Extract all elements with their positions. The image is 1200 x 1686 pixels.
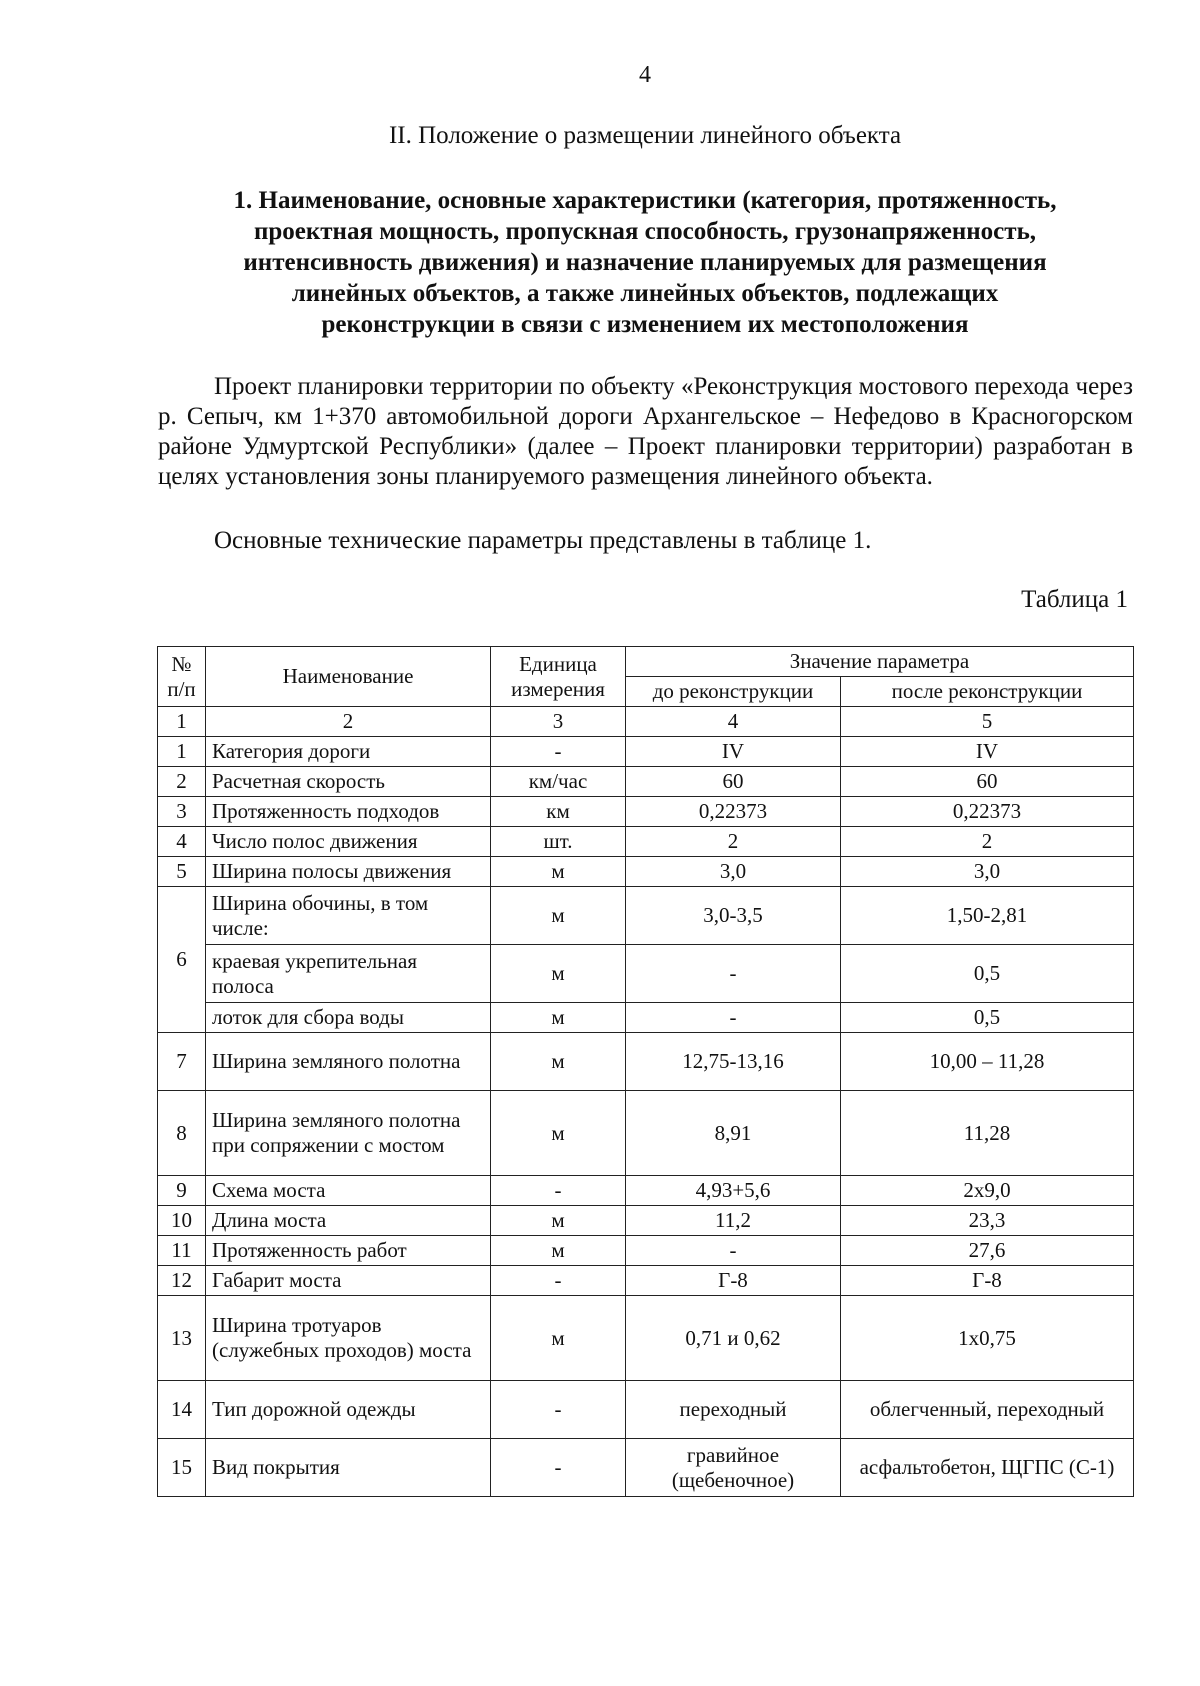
body-paragraph: Проект планировки территории по объекту «Реконструкция мостового перехода через р. Сепыч, км 1+370 автомобильной дороги Архангельское – Нефедово в Красногорском районе Удмуртской Республики» (далее – Проект планировки территории) разработан в целях установления зоны планируемого размещения линейного объекта. bbox=[158, 373, 1133, 490]
parameters-table bbox=[157, 646, 1134, 1497]
row-unit: шт. bbox=[491, 827, 626, 857]
row-name: Тип дорожной одежды bbox=[206, 1381, 491, 1439]
row-num: 3 bbox=[158, 797, 206, 827]
subheading-line: линейных объектов, а также линейных объектов, подлежащих bbox=[291, 280, 999, 307]
header-after: после реконструкции bbox=[841, 677, 1134, 707]
row-after: 27,6 bbox=[841, 1236, 1134, 1266]
row-unit: км bbox=[491, 797, 626, 827]
row-before: - bbox=[626, 1236, 841, 1266]
row-after: Г-8 bbox=[841, 1266, 1134, 1296]
table-row bbox=[158, 1236, 1134, 1266]
row-unit: м bbox=[491, 857, 626, 887]
section-title: II. Положение о размещении линейного объекта bbox=[388, 122, 902, 149]
row-after: 0,22373 bbox=[841, 797, 1134, 827]
table-row bbox=[158, 1033, 1134, 1091]
row-num: 14 bbox=[158, 1381, 206, 1439]
row-name: Ширина земляного полотна bbox=[206, 1033, 491, 1091]
header-before: до реконструкции bbox=[626, 677, 841, 707]
row-name: Протяженность работ bbox=[206, 1236, 491, 1266]
column-number: 2 bbox=[206, 707, 491, 737]
subheading-line: 1. Наименование, основные характеристики (категория, протяженность, bbox=[233, 187, 1057, 214]
subheading-line: интенсивность движения) и назначение планируемых для размещения bbox=[243, 249, 1047, 276]
table-caption: Таблица 1 bbox=[1021, 586, 1128, 613]
row-before: 3,0-3,5 bbox=[626, 887, 841, 945]
row-name: Ширина обочины, в том числе: bbox=[206, 887, 491, 945]
row-num: 5 bbox=[158, 857, 206, 887]
row-after: 3,0 bbox=[841, 857, 1134, 887]
row-name: Ширина полосы движения bbox=[206, 857, 491, 887]
subheading bbox=[150, 185, 1140, 340]
row-num: 4 bbox=[158, 827, 206, 857]
row-before: 8,91 bbox=[626, 1091, 841, 1176]
row-before: Г-8 bbox=[626, 1266, 841, 1296]
row-after: 23,3 bbox=[841, 1206, 1134, 1236]
row-unit: - bbox=[491, 1381, 626, 1439]
row-num: 7 bbox=[158, 1033, 206, 1091]
table-row bbox=[158, 827, 1134, 857]
row-unit: м bbox=[491, 1206, 626, 1236]
header-name: Наименование bbox=[206, 647, 491, 707]
header-unit: Единица измерения bbox=[491, 647, 626, 707]
column-number: 4 bbox=[626, 707, 841, 737]
row-before: 3,0 bbox=[626, 857, 841, 887]
column-number: 1 bbox=[158, 707, 206, 737]
row-unit: - bbox=[491, 737, 626, 767]
row-before: - bbox=[626, 1003, 841, 1033]
row-before: 2 bbox=[626, 827, 841, 857]
header-value-group: Значение параметра bbox=[626, 647, 1134, 677]
row-after: асфальтобетон, ЩГПС (С-1) bbox=[841, 1439, 1134, 1497]
subheading-line: реконструкции в связи с изменением их местоположения bbox=[321, 311, 969, 338]
row-num: 12 bbox=[158, 1266, 206, 1296]
row-after: 1,50-2,81 bbox=[841, 887, 1134, 945]
row-num: 9 bbox=[158, 1176, 206, 1206]
row-unit: - bbox=[491, 1176, 626, 1206]
table-row bbox=[158, 797, 1134, 827]
table-row bbox=[158, 1266, 1134, 1296]
row-unit: км/час bbox=[491, 767, 626, 797]
column-number: 3 bbox=[491, 707, 626, 737]
table-row bbox=[158, 945, 1134, 1003]
table-row bbox=[158, 1206, 1134, 1236]
row-num: 8 bbox=[158, 1091, 206, 1176]
row-name: Габарит моста bbox=[206, 1266, 491, 1296]
row-before: IV bbox=[626, 737, 841, 767]
row-after: 2 bbox=[841, 827, 1134, 857]
table-row bbox=[158, 1176, 1134, 1206]
row-before: переходный bbox=[626, 1381, 841, 1439]
table-row bbox=[158, 1003, 1134, 1033]
row-before: 60 bbox=[626, 767, 841, 797]
row-name: Ширина тротуаров (служебных проходов) моста bbox=[206, 1296, 491, 1381]
row-num: 1 bbox=[158, 737, 206, 767]
row-unit: м bbox=[491, 1003, 626, 1033]
table-row bbox=[158, 737, 1134, 767]
table-row bbox=[158, 767, 1134, 797]
row-before: - bbox=[626, 945, 841, 1003]
row-after: 2x9,0 bbox=[841, 1176, 1134, 1206]
column-number: 5 bbox=[841, 707, 1134, 737]
row-name: Ширина земляного полотна при сопряжении с мостом bbox=[206, 1091, 491, 1176]
subheading-line: проектная мощность, пропускная способность, грузонапряженность, bbox=[253, 218, 1037, 245]
row-name: Длина моста bbox=[206, 1206, 491, 1236]
row-unit: - bbox=[491, 1266, 626, 1296]
table-row bbox=[158, 1091, 1134, 1176]
table-row bbox=[158, 1381, 1134, 1439]
row-after: 0,5 bbox=[841, 945, 1134, 1003]
table-row bbox=[158, 1296, 1134, 1381]
row-after: 1x0,75 bbox=[841, 1296, 1134, 1381]
table-row bbox=[158, 857, 1134, 887]
row-after: 10,00 – 11,28 bbox=[841, 1033, 1134, 1091]
row-unit: м bbox=[491, 887, 626, 945]
row-name: лоток для сбора воды bbox=[206, 1003, 491, 1033]
row-unit: м bbox=[491, 945, 626, 1003]
body-paragraph: Основные технические параметры представлены в таблице 1. bbox=[214, 527, 872, 554]
row-before: 12,75-13,16 bbox=[626, 1033, 841, 1091]
row-before: гравийное (щебеночное) bbox=[626, 1439, 841, 1497]
row-name: Протяженность подходов bbox=[206, 797, 491, 827]
row-after: IV bbox=[841, 737, 1134, 767]
table-row bbox=[158, 1439, 1134, 1497]
row-name: Вид покрытия bbox=[206, 1439, 491, 1497]
header-num: № п/п bbox=[158, 647, 206, 707]
row-num: 10 bbox=[158, 1206, 206, 1236]
row-unit: - bbox=[491, 1439, 626, 1497]
page-number: 4 bbox=[639, 62, 651, 88]
row-name: Число полос движения bbox=[206, 827, 491, 857]
row-name: Категория дороги bbox=[206, 737, 491, 767]
row-num: 15 bbox=[158, 1439, 206, 1497]
row-num: 2 bbox=[158, 767, 206, 797]
row-num: 13 bbox=[158, 1296, 206, 1381]
row-before: 4,93+5,6 bbox=[626, 1176, 841, 1206]
row-before: 11,2 bbox=[626, 1206, 841, 1236]
row-after: 11,28 bbox=[841, 1091, 1134, 1176]
row-after: 0,5 bbox=[841, 1003, 1134, 1033]
row-after: облегченный, переходный bbox=[841, 1381, 1134, 1439]
row-unit: м bbox=[491, 1091, 626, 1176]
row-name: краевая укрепительная полоса bbox=[206, 945, 491, 1003]
row-unit: м bbox=[491, 1236, 626, 1266]
row-num: 6 bbox=[158, 887, 206, 1033]
table-row bbox=[158, 887, 1134, 945]
row-after: 60 bbox=[841, 767, 1134, 797]
row-unit: м bbox=[491, 1296, 626, 1381]
row-name: Схема моста bbox=[206, 1176, 491, 1206]
row-before: 0,71 и 0,62 bbox=[626, 1296, 841, 1381]
row-before: 0,22373 bbox=[626, 797, 841, 827]
row-num: 11 bbox=[158, 1236, 206, 1266]
row-unit: м bbox=[491, 1033, 626, 1091]
row-name: Расчетная скорость bbox=[206, 767, 491, 797]
